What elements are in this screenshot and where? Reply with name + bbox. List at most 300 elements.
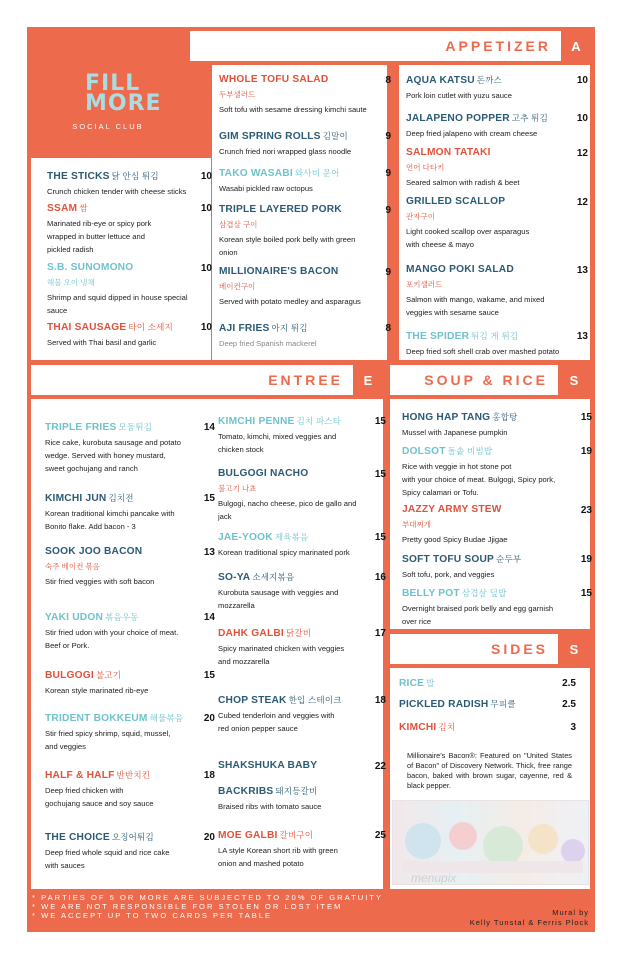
menu-item-title: KIMCHI <box>399 722 437 733</box>
menu-item-description <box>402 568 582 581</box>
mural-credit <box>470 908 589 928</box>
menu-item-name <box>45 492 205 504</box>
menu-item-description <box>47 336 202 349</box>
menu-item-description <box>406 293 578 319</box>
menu-item-price: 14 <box>203 422 215 433</box>
menu-item <box>45 611 205 652</box>
menu-item <box>219 74 381 116</box>
menu-item-title: AJI FRIES <box>219 323 270 334</box>
description-line: red onion pepper sauce <box>218 724 298 733</box>
menu-item-name <box>218 760 376 771</box>
description-line: Seared salmon with radish & beet <box>406 178 520 187</box>
menu-item-name <box>218 694 376 706</box>
menu-item-korean: 김치전 <box>108 493 134 503</box>
menu-item-korean: 제육볶음 <box>274 532 309 542</box>
menu-item-korean: 반반치킨 <box>116 770 151 780</box>
menu-item-description <box>45 436 205 475</box>
description-line: Cubed tenderloin and veggies with <box>218 711 335 720</box>
description-line: Deep fried Spanish mackerel <box>219 339 317 348</box>
menu-item-description <box>219 233 381 259</box>
menu-item-title: JAZZY ARMY STEW <box>402 504 502 515</box>
menu-item-description <box>47 217 202 256</box>
menu-item-name <box>45 421 205 433</box>
menu-item <box>399 698 582 710</box>
description-line: Deep fried soft shell crab over mashed potato <box>406 347 560 356</box>
menu-item-title: TRIPLE LAYERED PORK <box>219 204 342 215</box>
bacon-note: Millionaire's Bacon®: Featured on "United States of Bacon" of Discovery Network. Thick, free range bacon, baked with brown sugar, cayenne, red & black pepper. <box>407 751 572 790</box>
description-line: veggies with sesame sauce <box>406 308 499 317</box>
description-line: Rice with veggie in hot stone pot <box>402 462 512 471</box>
menu-item-title: MANGO POKI SALAD <box>406 264 514 275</box>
menu-item-description <box>45 507 205 533</box>
menu-item <box>218 415 376 456</box>
description-line: Overnight braised pork belly and egg garnish <box>402 604 554 613</box>
menu-item-price: 13 <box>576 265 588 276</box>
menu-item <box>218 694 376 735</box>
menu-item-korean: 홍합탕 <box>492 412 518 422</box>
menu-item-title: BULGOGI <box>45 670 94 681</box>
description-line: Spicy calamari or Tofu. <box>402 488 479 497</box>
menu-item-korean: 오징어튀김 <box>111 832 154 842</box>
menu-item-price: 2.5 <box>562 699 576 710</box>
sides-letter: S <box>558 634 590 664</box>
menu-item-name <box>47 202 202 214</box>
menu-item-description <box>219 103 381 116</box>
menu-item-description <box>218 844 376 870</box>
menu-item <box>47 170 202 198</box>
menu-item-title: RICE <box>399 678 425 689</box>
menu-item-title: DOLSOT <box>402 446 446 457</box>
menu-item-description <box>218 642 376 668</box>
menu-item-description <box>45 727 205 753</box>
description-line: Stir fried udon with your choice of meat. <box>45 628 179 637</box>
menu-item-korean-line: 해물 오이 냉채 <box>47 278 95 287</box>
menu-item-name <box>406 112 578 124</box>
description-line: and mozzarella <box>218 657 270 666</box>
logo-wordmark: FILL MORE <box>85 71 162 116</box>
menu-item-name <box>399 677 582 689</box>
menu-item-price: 17 <box>374 628 386 639</box>
menu-item-price: 15 <box>203 670 215 681</box>
menu-item-title: THE STICKS <box>47 171 110 182</box>
menu-item-korean: 닭갈비 <box>285 628 312 638</box>
description-line: wedge. Served with honey mustard, <box>45 451 166 460</box>
footer-notes <box>32 893 383 920</box>
description-line: Stir fried spicy shrimp, squid, mussel, <box>45 729 171 738</box>
menu-item-korean-line: 관자구이 <box>406 212 435 221</box>
menu-item-price: 2.5 <box>562 678 576 689</box>
description-line: Crunch fried nori wrapped glass noodle <box>219 147 352 156</box>
menu-item-title: SO-YA <box>218 572 251 583</box>
description-line: Korean style marinated rib-eye <box>45 686 149 695</box>
menu-item-name <box>45 769 205 781</box>
menu-item-korean: 갈비구이 <box>279 830 314 840</box>
menu-item-korean: 한입 스테이크 <box>288 695 342 705</box>
menu-item-description <box>406 127 578 140</box>
menu-item-description <box>402 426 582 439</box>
description-line: onion <box>219 248 238 257</box>
entree-letter: E <box>353 365 383 395</box>
menu-item-price: 9 <box>385 168 391 179</box>
menu-item-price: 16 <box>374 572 386 583</box>
menu-item-price: 13 <box>203 547 215 558</box>
menu-item-korean: 쌈 <box>79 203 88 213</box>
menu-item-name <box>218 627 376 639</box>
menu-item-korean-line: 부대찌개 <box>402 520 431 529</box>
menu-item-korean-line: 불고기 나쵸 <box>218 484 257 493</box>
menu-item <box>45 769 205 810</box>
menu-item-title: MOE GALBI <box>218 830 278 841</box>
menu-item-price: 9 <box>385 131 391 142</box>
menu-item <box>45 546 205 588</box>
entree-title: ENTREE <box>268 372 343 388</box>
description-line: sweet gochujang and ranch <box>45 464 138 473</box>
menu-item <box>47 321 202 349</box>
description-line: Wasabi pickled raw octopus <box>219 184 313 193</box>
menu-item-name <box>219 266 381 277</box>
mural-credit-line1: Mural by <box>552 908 589 917</box>
description-line: sauce <box>47 306 68 315</box>
description-line: Mussel with Japanese pumpkin <box>402 428 508 437</box>
menu-item-korean: 순두부 <box>496 554 522 564</box>
menu-item-title: PICKLED RADISH <box>399 699 489 710</box>
description-line: Stir fried veggies with soft bacon <box>45 577 155 586</box>
description-line: Deep fried whole squid and rice cake <box>45 848 170 857</box>
menu-item-korean-line: 연어 다타키 <box>406 163 445 172</box>
description-line: chicken stock <box>218 445 264 454</box>
menu-item-description <box>218 546 376 559</box>
menu-item-title: SHAKSHUKA BABY <box>218 760 318 771</box>
description-line: with sauces <box>45 861 85 870</box>
menu-item-korean-line: 포키샐러드 <box>406 280 443 289</box>
menu-item-title: CHOP STEAK <box>218 695 287 706</box>
menu-item-korean: 김말이 <box>322 131 348 141</box>
menu-item-price: 20 <box>203 832 215 843</box>
menu-item-korean-line: 두부샐러드 <box>219 90 256 99</box>
menu-item <box>218 468 376 523</box>
menu-item-name <box>406 74 578 86</box>
menu-item-price: 12 <box>576 197 588 208</box>
menu-item <box>47 202 202 256</box>
description-line: Served with potato medley and asparagus <box>219 297 361 306</box>
menu-item-price: 19 <box>580 446 592 457</box>
menu-item-name <box>402 553 582 565</box>
menu-item-name <box>47 321 202 333</box>
description-line: Marinated rib-eye or spicy pork <box>47 219 152 228</box>
menu-item-title: SALMON TATAKI <box>406 147 491 158</box>
menu-item-price: 9 <box>385 267 391 278</box>
menu-item-title: THE SPIDER <box>406 331 470 342</box>
menu-item-korean: 무피클 <box>490 699 516 709</box>
description-line: Spicy marinated chicken with veggies <box>218 644 345 653</box>
menu-item-korean: 돈까스 <box>476 75 503 85</box>
footer-line: * WE ARE NOT RESPONSIBLE FOR STOLEN OR LOST ITEM <box>32 902 343 911</box>
menu-item-price: 8 <box>385 323 391 334</box>
menu-item <box>399 677 582 689</box>
menu-item-description <box>45 846 205 872</box>
appetizer-header <box>190 31 561 61</box>
description-line: Deep fried chicken with <box>45 786 124 795</box>
mural-image <box>392 800 589 885</box>
menu-item <box>218 531 376 559</box>
menu-item <box>406 264 578 319</box>
menu-item-name <box>406 264 578 275</box>
description-line: Korean traditional kimchi pancake with <box>45 509 175 518</box>
menu-item-name <box>219 167 381 179</box>
menu-item-title: YAKI UDON <box>45 612 104 623</box>
menu-item-description <box>45 784 205 810</box>
menu-item <box>218 571 376 612</box>
description-line: Crunch chicken tender with cheese sticks <box>47 187 187 196</box>
menu-item-name <box>399 721 582 733</box>
description-line: Bulgogi, nacho cheese, pico de gallo and <box>218 499 357 508</box>
menu-item-description <box>47 185 202 198</box>
menu-item-description <box>402 533 582 546</box>
menu-item <box>219 204 381 259</box>
menu-item-price: 10 <box>576 113 588 124</box>
menu-item-korean: 타이 소세지 <box>128 322 174 332</box>
description-line: wrapped in butter lettuce and <box>47 232 145 241</box>
menu-item-name <box>406 196 578 207</box>
menu-item-price: 15 <box>374 416 386 427</box>
menu-item-description <box>406 225 578 251</box>
menu-item <box>45 492 205 533</box>
menu-item-description <box>218 497 376 523</box>
menu-item <box>45 712 205 753</box>
menu-item-name <box>47 170 202 182</box>
menu-item-name <box>45 669 205 681</box>
menu-item-name <box>218 415 376 427</box>
menu-item-name <box>218 571 376 583</box>
menu-item-price: 20 <box>203 713 215 724</box>
menu-item-title: SOFT TOFU SOUP <box>402 554 495 565</box>
menu-item-korean: 돌솥 비빔밥 <box>447 446 493 456</box>
menu-item-title: WHOLE TOFU SALAD <box>219 74 329 85</box>
menu-item-name <box>399 698 582 710</box>
menu-item-korean: 소세지볶음 <box>252 572 295 582</box>
menu-item <box>45 421 205 475</box>
mural-credit-line2: Kelly Tunstal & Ferris Plock <box>469 918 589 927</box>
description-line: Soft tofu with sesame dressing kimchi saute <box>219 105 367 114</box>
menu-item-name <box>218 468 376 479</box>
description-line: Shrimp and squid dipped in house special <box>47 293 188 302</box>
menu-item-title: JALAPENO POPPER <box>406 113 510 124</box>
menu-item-price: 25 <box>374 830 386 841</box>
soup-header <box>390 365 558 395</box>
description-line: onion and mashed potato <box>218 859 304 868</box>
menu-item-price: 22 <box>374 761 386 772</box>
sides-title: SIDES <box>490 641 548 657</box>
menu-item-description <box>219 145 381 158</box>
menu-item-price: 15 <box>580 412 592 423</box>
menu-item-description <box>402 460 582 499</box>
watermark: menupix <box>411 871 457 885</box>
menu-item-korean: 모둠튀김 <box>118 422 153 432</box>
menu-item-description <box>218 586 376 612</box>
menu-item-korean: 돼지등갈비 <box>275 786 318 796</box>
description-line: Light cooked scallop over asparagus <box>406 227 530 236</box>
menu-item <box>47 262 202 317</box>
menu-item <box>219 322 381 350</box>
menu-item-korean: 고추 튀김 <box>511 113 548 123</box>
menu-item-price: 8 <box>385 75 391 86</box>
menu-item-title: KIMCHI JUN <box>45 493 107 504</box>
menu-item <box>406 196 578 251</box>
description-line: Braised ribs with tomato sauce <box>218 802 322 811</box>
menu-item-title: HALF & HALF <box>45 770 115 781</box>
menu-item <box>406 74 578 102</box>
menu-item-korean-line: 숙주 베이컨 볶음 <box>45 562 100 571</box>
menu-item-title: MILLIONAIRE'S BACON <box>219 266 339 277</box>
menu-item <box>406 112 578 140</box>
menu-item-description <box>45 626 205 652</box>
menu-item-name <box>402 411 582 423</box>
menu-item-price: 18 <box>203 770 215 781</box>
description-line: gochujang sauce and soy sauce <box>45 799 154 808</box>
menu-item-title: JAE-YOOK <box>218 532 273 543</box>
menu-item-price: 10 <box>200 171 212 182</box>
menu-item-korean: 닭 안심 튀김 <box>111 171 159 181</box>
menu-item <box>219 130 381 158</box>
description-line: with your choice of meat. Bulgogi, Spicy pork, <box>402 475 556 484</box>
menu-item-korean: 해물볶음 <box>149 713 184 723</box>
menu-item-title: TRIDENT BOKKEUM <box>45 713 148 724</box>
menu-item-title: GIM SPRING ROLLS <box>219 131 321 142</box>
menu-item <box>402 411 582 439</box>
menu-item-price: 10 <box>200 203 212 214</box>
menu-item-korean: 밥 <box>426 678 435 688</box>
menu-item-korean: 볶음우동 <box>105 612 139 622</box>
menu-item-title: BULGOGI NACHO <box>218 468 309 479</box>
menu-item-title: THE CHOICE <box>45 832 110 843</box>
menu-item-price: 15 <box>203 493 215 504</box>
menu-item-name <box>47 262 202 273</box>
menu-item-description <box>402 602 582 628</box>
menu-item-name <box>219 130 381 142</box>
menu-item <box>218 785 376 813</box>
menu-item <box>45 831 205 872</box>
soup-letter: S <box>558 365 590 395</box>
menu-item-name <box>406 147 578 158</box>
menu-item-description <box>219 182 381 195</box>
description-line: Korean traditional spicy marinated pork <box>218 548 350 557</box>
description-line: pickled radish <box>47 245 94 254</box>
menu-item-price: 10 <box>576 75 588 86</box>
appetizer-letter: A <box>561 31 591 61</box>
description-line: and veggies <box>45 742 86 751</box>
description-line: Pretty good Spicy Budae Jjigae <box>402 535 508 544</box>
menu-item-price: 10 <box>200 322 212 333</box>
menu-item-korean: 삼겹살 덮밥 <box>461 588 507 598</box>
menu-item-name <box>218 531 376 543</box>
menu-item-title: DAHK GALBI <box>218 628 284 639</box>
menu-item <box>406 147 578 189</box>
menu-item-description <box>47 291 202 317</box>
menu-item-name <box>406 330 578 342</box>
description-line: Served with Thai basil and garlic <box>47 338 157 347</box>
menu-item-description <box>406 176 578 189</box>
menu-item <box>45 669 205 697</box>
menu-item-name <box>45 831 205 843</box>
description-line: with cheese & mayo <box>406 240 474 249</box>
menu-item-title: GRILLED SCALLOP <box>406 196 506 207</box>
menu-item-korean: 와사비 문어 <box>294 168 340 178</box>
description-line: Soft tofu, pork, and veggies <box>402 570 495 579</box>
menu-item-name <box>402 445 582 457</box>
description-line: Pork loin cutlet with yuzu sauce <box>406 91 512 100</box>
menu-item-description <box>218 800 376 813</box>
menu-item-price: 23 <box>580 505 592 516</box>
menu-item-price: 10 <box>200 263 212 274</box>
description-line: Bonito flake. Add bacon - 3 <box>45 522 136 531</box>
menu-item-description <box>406 89 578 102</box>
menu-item-title: THAI SAUSAGE <box>47 322 127 333</box>
menu-item <box>218 760 376 771</box>
menu-item-price: 12 <box>576 148 588 159</box>
menu-item <box>219 167 381 195</box>
description-line: Salmon with mango, wakame, and mixed <box>406 295 545 304</box>
menu-item-description <box>45 684 205 697</box>
menu-item-name <box>402 504 582 515</box>
menu-item <box>219 266 381 308</box>
menu-item-description <box>45 575 205 588</box>
menu-item-name <box>45 546 205 557</box>
menu-item-name <box>45 611 205 623</box>
menu-item-korean: 아지 튀김 <box>271 323 308 333</box>
description-line: Beef or Pork. <box>45 641 90 650</box>
description-line: LA style Korean short rib with green <box>218 846 338 855</box>
menu-item-title: BELLY POT <box>402 588 460 599</box>
menu-item <box>402 504 582 546</box>
menu-item <box>402 587 582 628</box>
logo <box>27 27 189 157</box>
sides-header <box>390 634 558 664</box>
menu-item-price: 19 <box>580 554 592 565</box>
menu-item-name <box>402 587 582 599</box>
menu-item-description <box>219 295 381 308</box>
description-line: Tomato, kimchi, mixed veggies and <box>218 432 337 441</box>
menu-item-name <box>219 204 381 215</box>
menu-item <box>399 721 582 733</box>
menu-item <box>218 627 376 668</box>
menu-item-title: SOOK JOO BACON <box>45 546 143 557</box>
description-line: Deep fried jalapeno with cream cheese <box>406 129 538 138</box>
menu-item-title: S.B. SUNOMONO <box>47 262 134 273</box>
menu-item-title: KIMCHI PENNE <box>218 416 295 427</box>
menu-item-price: 9 <box>385 205 391 216</box>
menu-item-korean: 불고기 <box>95 670 122 680</box>
menu-item-korean: 튀김 게 튀김 <box>471 331 519 341</box>
menu-item-name <box>219 74 381 85</box>
description-line: Korean style boiled pork belly with green <box>219 235 356 244</box>
menu-item-title: HONG HAP TANG <box>402 412 491 423</box>
menu-item <box>402 445 582 499</box>
description-line: Rice cake, kurobuta sausage and potato <box>45 438 181 447</box>
menu-item-price: 3 <box>570 722 576 733</box>
menu-item-name <box>219 322 381 334</box>
footer-line: * WE ACCEPT UP TO TWO CARDS PER TABLE <box>32 911 273 920</box>
menu-item-name <box>45 712 205 724</box>
menu-item-name <box>218 829 376 841</box>
entree-header <box>31 365 353 395</box>
menu-item-price: 18 <box>374 695 386 706</box>
menu-item-title: SSAM <box>47 203 78 214</box>
description-line: jack <box>218 512 232 521</box>
menu-item-description <box>406 345 578 358</box>
menu-item-name <box>218 785 376 797</box>
menu-item-korean: 김치 파스타 <box>296 416 342 426</box>
menu-item-korean-line: 삼겹살 구이 <box>219 220 258 229</box>
